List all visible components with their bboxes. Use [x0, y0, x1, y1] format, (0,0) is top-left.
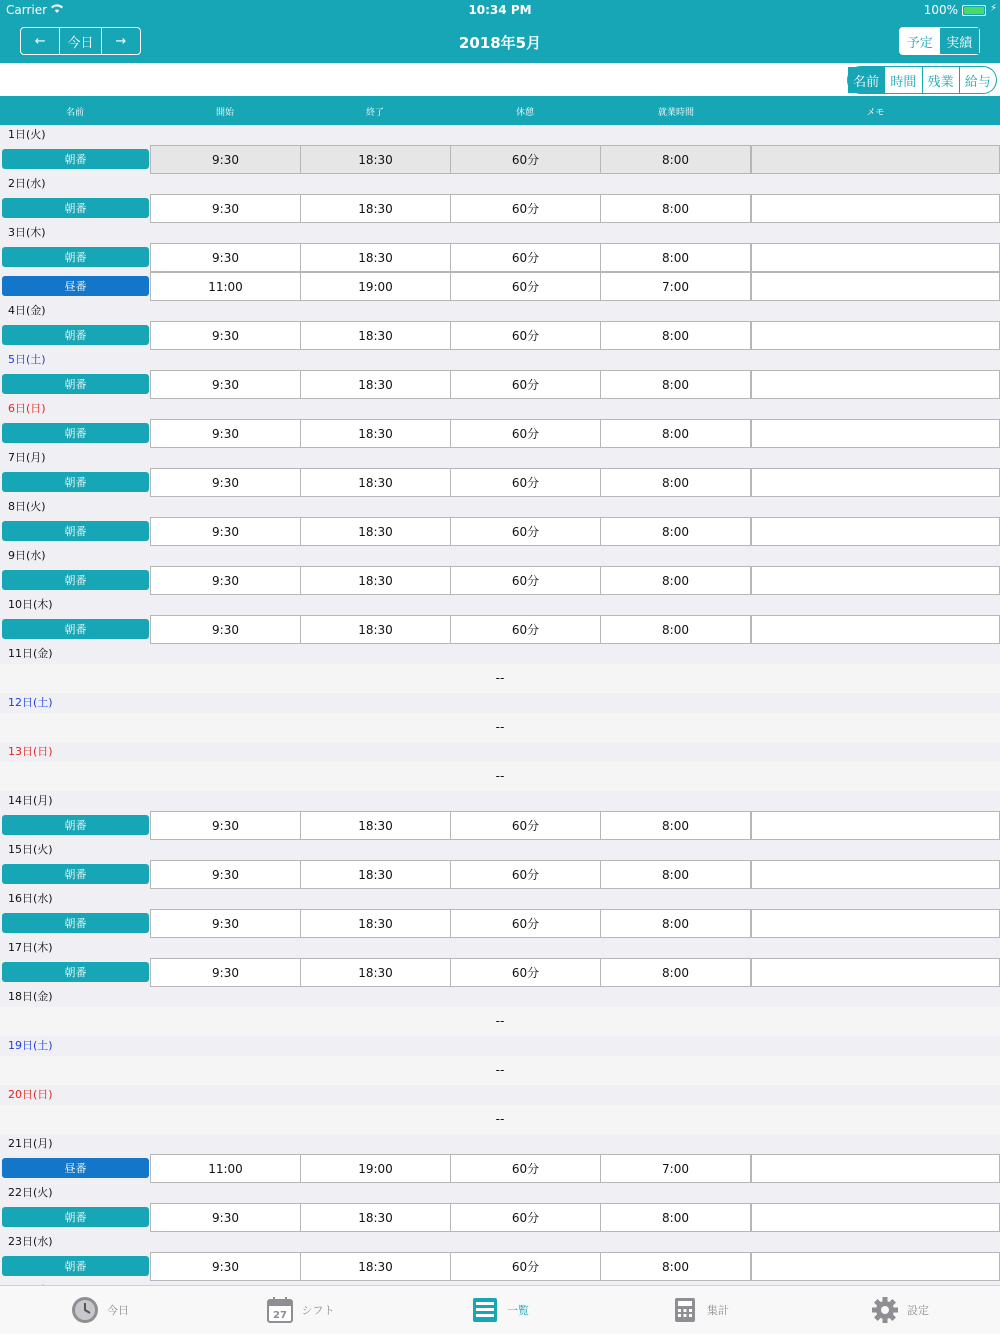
shift-name-badge[interactable]: 昼番 — [2, 276, 149, 296]
start-time-cell[interactable]: 9:30 — [150, 468, 301, 497]
memo-cell[interactable] — [751, 1252, 1000, 1281]
today-button[interactable]: 今日 — [60, 28, 101, 54]
memo-cell[interactable] — [751, 909, 1000, 938]
work-hours-cell[interactable]: 8:00 — [600, 468, 751, 497]
tab-gear[interactable] — [800, 1286, 1000, 1334]
work-hours-cell[interactable]: 8:00 — [600, 615, 751, 644]
shift-row[interactable] — [0, 370, 1000, 399]
shift-row[interactable] — [0, 468, 1000, 497]
end-time-cell[interactable]: 18:30 — [300, 321, 451, 350]
start-time-cell[interactable]: 9:30 — [150, 145, 301, 174]
date-header: 21日(月) — [0, 1134, 1000, 1154]
status-bar — [0, 0, 1000, 20]
work-hours-cell[interactable]: 7:00 — [600, 1154, 751, 1183]
shift-name-badge[interactable]: 朝番 — [2, 1207, 149, 1227]
actual-button[interactable]: 実績 — [940, 28, 980, 54]
shift-name-badge[interactable]: 朝番 — [2, 198, 149, 218]
shift-row[interactable] — [0, 958, 1000, 987]
end-time-cell[interactable]: 18:30 — [300, 1252, 451, 1281]
start-time-cell[interactable]: 11:00 — [150, 1154, 301, 1183]
work-hours-cell[interactable]: 8:00 — [600, 419, 751, 448]
break-time-cell[interactable]: 60分 — [450, 194, 601, 223]
start-time-cell[interactable]: 9:30 — [150, 566, 301, 595]
date-header: 23日(水) — [0, 1232, 1000, 1252]
break-time-cell[interactable]: 60分 — [450, 860, 601, 889]
break-time-cell[interactable]: 60分 — [450, 909, 601, 938]
memo-cell[interactable] — [751, 243, 1000, 272]
display-mode-3[interactable]: 給与 — [964, 74, 991, 90]
break-time-cell[interactable]: 60分 — [450, 566, 601, 595]
break-time-cell[interactable]: 60分 — [450, 1203, 601, 1232]
end-time-cell[interactable]: 18:30 — [300, 468, 451, 497]
date-header: 19日(土) — [0, 1036, 1000, 1056]
break-time-cell[interactable]: 60分 — [450, 517, 601, 546]
shift-name-badge[interactable]: 朝番 — [2, 815, 149, 835]
work-hours-cell[interactable]: 8:00 — [600, 958, 751, 987]
battery-icon — [962, 5, 986, 16]
end-time-cell[interactable]: 18:30 — [300, 1203, 451, 1232]
empty-day-row: -- — [0, 713, 1000, 742]
end-time-cell[interactable]: 18:30 — [300, 909, 451, 938]
date-header: 12日(土) — [0, 693, 1000, 713]
tab-label: 一覧 — [507, 1304, 529, 1317]
work-hours-cell[interactable]: 8:00 — [600, 811, 751, 840]
start-time-cell[interactable]: 11:00 — [150, 272, 301, 301]
column-header — [0, 96, 1000, 125]
display-mode-0[interactable]: 名前 — [848, 67, 885, 93]
date-header: 13日(日) — [0, 742, 1000, 762]
end-time-cell[interactable]: 19:00 — [300, 1154, 451, 1183]
break-time-cell[interactable]: 60分 — [450, 419, 601, 448]
status-time: 10:34 PM — [468, 3, 532, 17]
next-month-button[interactable]: → — [115, 33, 127, 49]
shift-name-badge[interactable]: 朝番 — [2, 374, 149, 394]
date-header: 6日(日) — [0, 399, 1000, 419]
column-header-0: 名前 — [65, 108, 84, 118]
page-title: 2018年5月 — [458, 34, 542, 52]
end-time-cell[interactable]: 18:30 — [300, 194, 451, 223]
tab-calculator[interactable] — [600, 1286, 800, 1334]
date-header: 18日(金) — [0, 987, 1000, 1007]
work-hours-cell[interactable]: 8:00 — [600, 145, 751, 174]
navigation-bar — [0, 0, 1000, 63]
tab-label: 集計 — [707, 1304, 729, 1317]
tab-label: シフト — [301, 1304, 335, 1317]
work-hours-cell[interactable]: 8:00 — [600, 243, 751, 272]
start-time-cell[interactable]: 9:30 — [150, 419, 301, 448]
shift-row[interactable] — [0, 811, 1000, 840]
date-header: 7日(月) — [0, 448, 1000, 468]
work-hours-cell[interactable]: 8:00 — [600, 1252, 751, 1281]
carrier-label: Carrier — [6, 3, 48, 17]
calendar-day-number: 27 — [272, 1310, 287, 1321]
column-header-5: メモ — [866, 108, 885, 118]
date-header: 8日(火) — [0, 497, 1000, 517]
end-time-cell[interactable]: 18:30 — [300, 370, 451, 399]
start-time-cell[interactable]: 9:30 — [150, 1203, 301, 1232]
tab-label: 今日 — [107, 1304, 129, 1317]
shift-name-badge[interactable]: 朝番 — [2, 247, 149, 267]
start-time-cell[interactable]: 9:30 — [150, 194, 301, 223]
empty-day-row: -- — [0, 664, 1000, 693]
memo-cell[interactable] — [751, 517, 1000, 546]
empty-day-row: -- — [0, 1007, 1000, 1036]
end-time-cell[interactable]: 18:30 — [300, 958, 451, 987]
tab-label: 設定 — [907, 1304, 929, 1317]
shift-name-badge[interactable]: 朝番 — [2, 913, 149, 933]
shift-name-badge[interactable]: 朝番 — [2, 962, 149, 982]
end-time-cell[interactable]: 18:30 — [300, 566, 451, 595]
date-header: 17日(木) — [0, 938, 1000, 958]
column-header-1: 開始 — [215, 108, 234, 118]
display-mode-1[interactable]: 時間 — [885, 67, 922, 93]
shift-row[interactable] — [0, 145, 1000, 174]
start-time-cell[interactable]: 9:30 — [150, 243, 301, 272]
work-hours-cell[interactable]: 8:00 — [600, 370, 751, 399]
work-hours-cell[interactable]: 8:00 — [600, 517, 751, 546]
start-time-cell[interactable]: 9:30 — [150, 811, 301, 840]
gear-icon — [871, 1296, 899, 1324]
shift-row[interactable] — [0, 909, 1000, 938]
shift-name-badge[interactable]: 昼番 — [2, 1158, 149, 1178]
battery-percent: 100% — [923, 3, 958, 17]
date-header: 2日(水) — [0, 174, 1000, 194]
end-time-cell[interactable]: 18:30 — [300, 419, 451, 448]
column-header-4: 就業時間 — [657, 108, 694, 118]
start-time-cell[interactable]: 9:30 — [150, 370, 301, 399]
calendar-icon — [266, 1296, 294, 1324]
memo-cell[interactable] — [751, 811, 1000, 840]
end-time-cell[interactable]: 18:30 — [300, 517, 451, 546]
memo-cell[interactable] — [751, 615, 1000, 644]
end-time-cell[interactable]: 18:30 — [300, 811, 451, 840]
tab-clock[interactable] — [0, 1286, 200, 1334]
shift-row[interactable] — [0, 566, 1000, 595]
shift-row[interactable] — [0, 860, 1000, 889]
date-header: 11日(金) — [0, 644, 1000, 664]
empty-day-row: -- — [0, 1105, 1000, 1134]
shift-name-badge[interactable]: 朝番 — [2, 1256, 149, 1276]
end-time-cell[interactable]: 18:30 — [300, 243, 451, 272]
break-time-cell[interactable]: 60分 — [450, 243, 601, 272]
shift-list[interactable] — [0, 125, 1000, 1285]
date-header: 15日(火) — [0, 840, 1000, 860]
break-time-cell[interactable]: 60分 — [450, 468, 601, 497]
work-hours-cell[interactable]: 8:00 — [600, 194, 751, 223]
empty-day-row: -- — [0, 762, 1000, 791]
memo-cell[interactable] — [751, 566, 1000, 595]
previous-month-button[interactable]: ← — [21, 28, 60, 54]
date-header: 4日(金) — [0, 301, 1000, 321]
date-header: 14日(月) — [0, 791, 1000, 811]
work-hours-cell[interactable]: 8:00 — [600, 1203, 751, 1232]
memo-cell[interactable] — [751, 1154, 1000, 1183]
plan-actual-toggle — [899, 27, 980, 55]
clock-icon — [71, 1296, 99, 1324]
tab-bar — [0, 1285, 1000, 1334]
end-time-cell[interactable]: 18:30 — [300, 860, 451, 889]
break-time-cell[interactable]: 60分 — [450, 370, 601, 399]
display-mode-2[interactable]: 残業 — [923, 67, 960, 93]
date-header: 20日(日) — [0, 1085, 1000, 1105]
start-time-cell[interactable]: 9:30 — [150, 615, 301, 644]
memo-cell[interactable] — [751, 419, 1000, 448]
shift-row[interactable] — [0, 1203, 1000, 1232]
list-icon — [471, 1296, 499, 1324]
memo-cell[interactable] — [751, 468, 1000, 497]
memo-cell[interactable] — [751, 194, 1000, 223]
start-time-cell[interactable]: 9:30 — [150, 321, 301, 350]
charging-icon: ⚡ — [989, 3, 997, 14]
break-time-cell[interactable]: 60分 — [450, 321, 601, 350]
shift-row[interactable] — [0, 321, 1000, 350]
shift-name-badge[interactable]: 朝番 — [2, 472, 149, 492]
memo-cell[interactable] — [751, 321, 1000, 350]
memo-cell[interactable] — [751, 145, 1000, 174]
tab-calendar[interactable] — [200, 1286, 400, 1334]
date-header: 1日(火) — [0, 125, 1000, 145]
memo-cell[interactable] — [751, 1203, 1000, 1232]
date-header: 10日(木) — [0, 595, 1000, 615]
date-header: 3日(木) — [0, 223, 1000, 243]
break-time-cell[interactable]: 60分 — [450, 958, 601, 987]
display-mode-segment — [847, 66, 997, 94]
shift-row[interactable] — [0, 615, 1000, 644]
memo-cell[interactable] — [751, 272, 1000, 301]
plan-button[interactable]: 予定 — [900, 28, 940, 54]
tab-list[interactable] — [400, 1286, 600, 1334]
shift-row[interactable] — [0, 243, 1000, 272]
shift-row[interactable] — [0, 272, 1000, 301]
memo-cell[interactable] — [751, 958, 1000, 987]
shift-row[interactable] — [0, 1252, 1000, 1281]
break-time-cell[interactable]: 60分 — [450, 615, 601, 644]
memo-cell[interactable] — [751, 370, 1000, 399]
date-header: 22日(火) — [0, 1183, 1000, 1203]
end-time-cell[interactable]: 19:00 — [300, 272, 451, 301]
shift-name-badge[interactable]: 朝番 — [2, 570, 149, 590]
empty-day-row: -- — [0, 1056, 1000, 1085]
date-header: 9日(水) — [0, 546, 1000, 566]
work-hours-cell[interactable]: 8:00 — [600, 860, 751, 889]
date-header: 5日(土) — [0, 350, 1000, 370]
break-time-cell[interactable]: 60分 — [450, 145, 601, 174]
end-time-cell[interactable]: 18:30 — [300, 615, 451, 644]
break-time-cell[interactable]: 60分 — [450, 1154, 601, 1183]
start-time-cell[interactable]: 9:30 — [150, 1252, 301, 1281]
shift-name-badge[interactable]: 朝番 — [2, 521, 149, 541]
work-hours-cell[interactable]: 7:00 — [600, 272, 751, 301]
column-header-2: 終了 — [365, 108, 384, 118]
date-header: 16日(水) — [0, 889, 1000, 909]
start-time-cell[interactable]: 9:30 — [150, 909, 301, 938]
work-hours-cell[interactable]: 8:00 — [600, 909, 751, 938]
shift-name-badge[interactable]: 朝番 — [2, 864, 149, 884]
break-time-cell[interactable]: 60分 — [450, 1252, 601, 1281]
work-hours-cell[interactable]: 8:00 — [600, 321, 751, 350]
shift-name-badge[interactable]: 朝番 — [2, 619, 149, 639]
shift-name-badge[interactable]: 朝番 — [2, 325, 149, 345]
column-header-3: 休憩 — [515, 108, 534, 118]
shift-row[interactable] — [0, 517, 1000, 546]
work-hours-cell[interactable]: 8:00 — [600, 566, 751, 595]
calculator-icon — [671, 1296, 699, 1324]
shift-row[interactable] — [0, 419, 1000, 448]
shift-row[interactable] — [0, 194, 1000, 223]
start-time-cell[interactable]: 9:30 — [150, 958, 301, 987]
end-time-cell[interactable]: 18:30 — [300, 145, 451, 174]
break-time-cell[interactable]: 60分 — [450, 811, 601, 840]
shift-name-badge[interactable]: 朝番 — [2, 423, 149, 443]
break-time-cell[interactable]: 60分 — [450, 272, 601, 301]
shift-row[interactable] — [0, 1154, 1000, 1183]
start-time-cell[interactable]: 9:30 — [150, 517, 301, 546]
memo-cell[interactable] — [751, 860, 1000, 889]
shift-name-badge[interactable]: 朝番 — [2, 149, 149, 169]
start-time-cell[interactable]: 9:30 — [150, 860, 301, 889]
